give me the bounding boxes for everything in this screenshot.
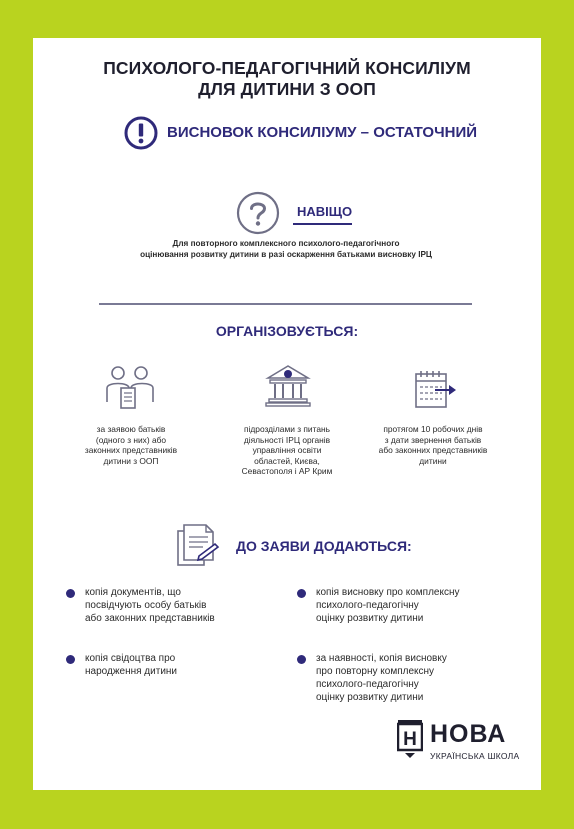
bullet-dot-icon (66, 655, 75, 664)
attachment-line: або законних представників (85, 613, 215, 624)
page-title (33, 58, 541, 100)
logo-mark-letter: Н (403, 729, 417, 750)
organized-text-line: протягом 10 робочих днів (383, 424, 483, 434)
section-divider (99, 303, 472, 305)
organized-title: ОРГАНІЗОВУЄТЬСЯ: (215, 323, 359, 339)
attachment-line: про повторну комплексну (316, 666, 435, 677)
attachment-line: копія документів, що (85, 587, 181, 598)
nova-ukrainska-shkola-logo (397, 718, 527, 768)
attachment-item (66, 652, 177, 678)
logo-mark-icon (397, 718, 423, 760)
attachment-line: посвідчують особу батьків (85, 600, 207, 611)
calendar-icon (413, 369, 459, 411)
bullet-dot-icon (297, 655, 306, 664)
attachments-title: ДО ЗАЯВИ ДОДАЮТЬСЯ: (236, 538, 412, 554)
organized-text-line: дитини з ООП (103, 455, 159, 466)
logo-subtitle: УКРАЇНСЬКА ШКОЛА (430, 751, 520, 761)
title-line-2: ДЛЯ ДИТИНИ З ООП (198, 79, 376, 99)
organized-text-line: за заявою батьків (96, 424, 166, 434)
documents-icon (175, 522, 223, 572)
organized-text-line: законних представників (84, 445, 178, 455)
title-line-1: ПСИХОЛОГО-ПЕДАГОГІЧНИЙ КОНСИЛІУМ (103, 58, 471, 78)
attachment-line: оцінку розвитку дитини (316, 613, 424, 624)
exclamation-circle-icon (124, 116, 158, 150)
organized-text-line: Севастополя і АР Крим (241, 466, 333, 476)
logo-name: НОВА (430, 720, 507, 748)
attachment-line: за наявності, копія висновку (316, 653, 447, 664)
organized-text-line: областей, Києва, (254, 455, 320, 466)
attachment-item (297, 652, 447, 704)
attachment-line: народження дитини (85, 666, 178, 677)
organized-item-deadline-text (368, 424, 498, 466)
why-description-line: оцінювання розвитку дитини в разі оскарження батьками висновку ІРЦ (140, 250, 432, 259)
conclusion-alert-text: ВИСНОВОК КОНСИЛІУМУ – ОСТАТОЧНИЙ (167, 124, 478, 141)
attachment-line: копія висновку про комплексну (316, 587, 460, 598)
organized-text-line: діяльності ІРЦ органів (243, 434, 331, 445)
organized-text-line: підрозділами з питань (244, 424, 330, 434)
attachment-line: оцінку розвитку дитини (316, 692, 424, 703)
bullet-dot-icon (66, 589, 75, 598)
attachment-line: психолого-педагогічну (316, 679, 419, 690)
poster-card (33, 38, 541, 790)
organized-item-departments-text (222, 424, 352, 477)
organized-text-line: (одного з них) або (95, 434, 167, 445)
question-circle-icon (235, 190, 281, 236)
why-description-line: Для повторного комплексного психолого-педагогічного (172, 239, 400, 248)
organized-text-line: або законних представників (378, 445, 488, 455)
organized-text-line: з дати звернення батьків (384, 434, 482, 445)
why-description (131, 238, 441, 260)
why-underline (293, 223, 352, 225)
attachment-line: копія свідоцтва про (85, 653, 176, 664)
why-label: НАВІЩО (297, 204, 353, 219)
conclusion-alert (124, 116, 478, 150)
attachment-line: психолого-педагогічну (316, 600, 419, 611)
bullet-dot-icon (297, 589, 306, 598)
organized-text-line: дитини (419, 455, 447, 466)
attachment-item (297, 586, 460, 625)
organized-text-line: управління освіти (252, 445, 322, 455)
government-building-icon (263, 362, 313, 410)
parents-icon (103, 364, 159, 416)
attachment-item (66, 586, 215, 625)
organized-item-parents-text (66, 424, 196, 466)
